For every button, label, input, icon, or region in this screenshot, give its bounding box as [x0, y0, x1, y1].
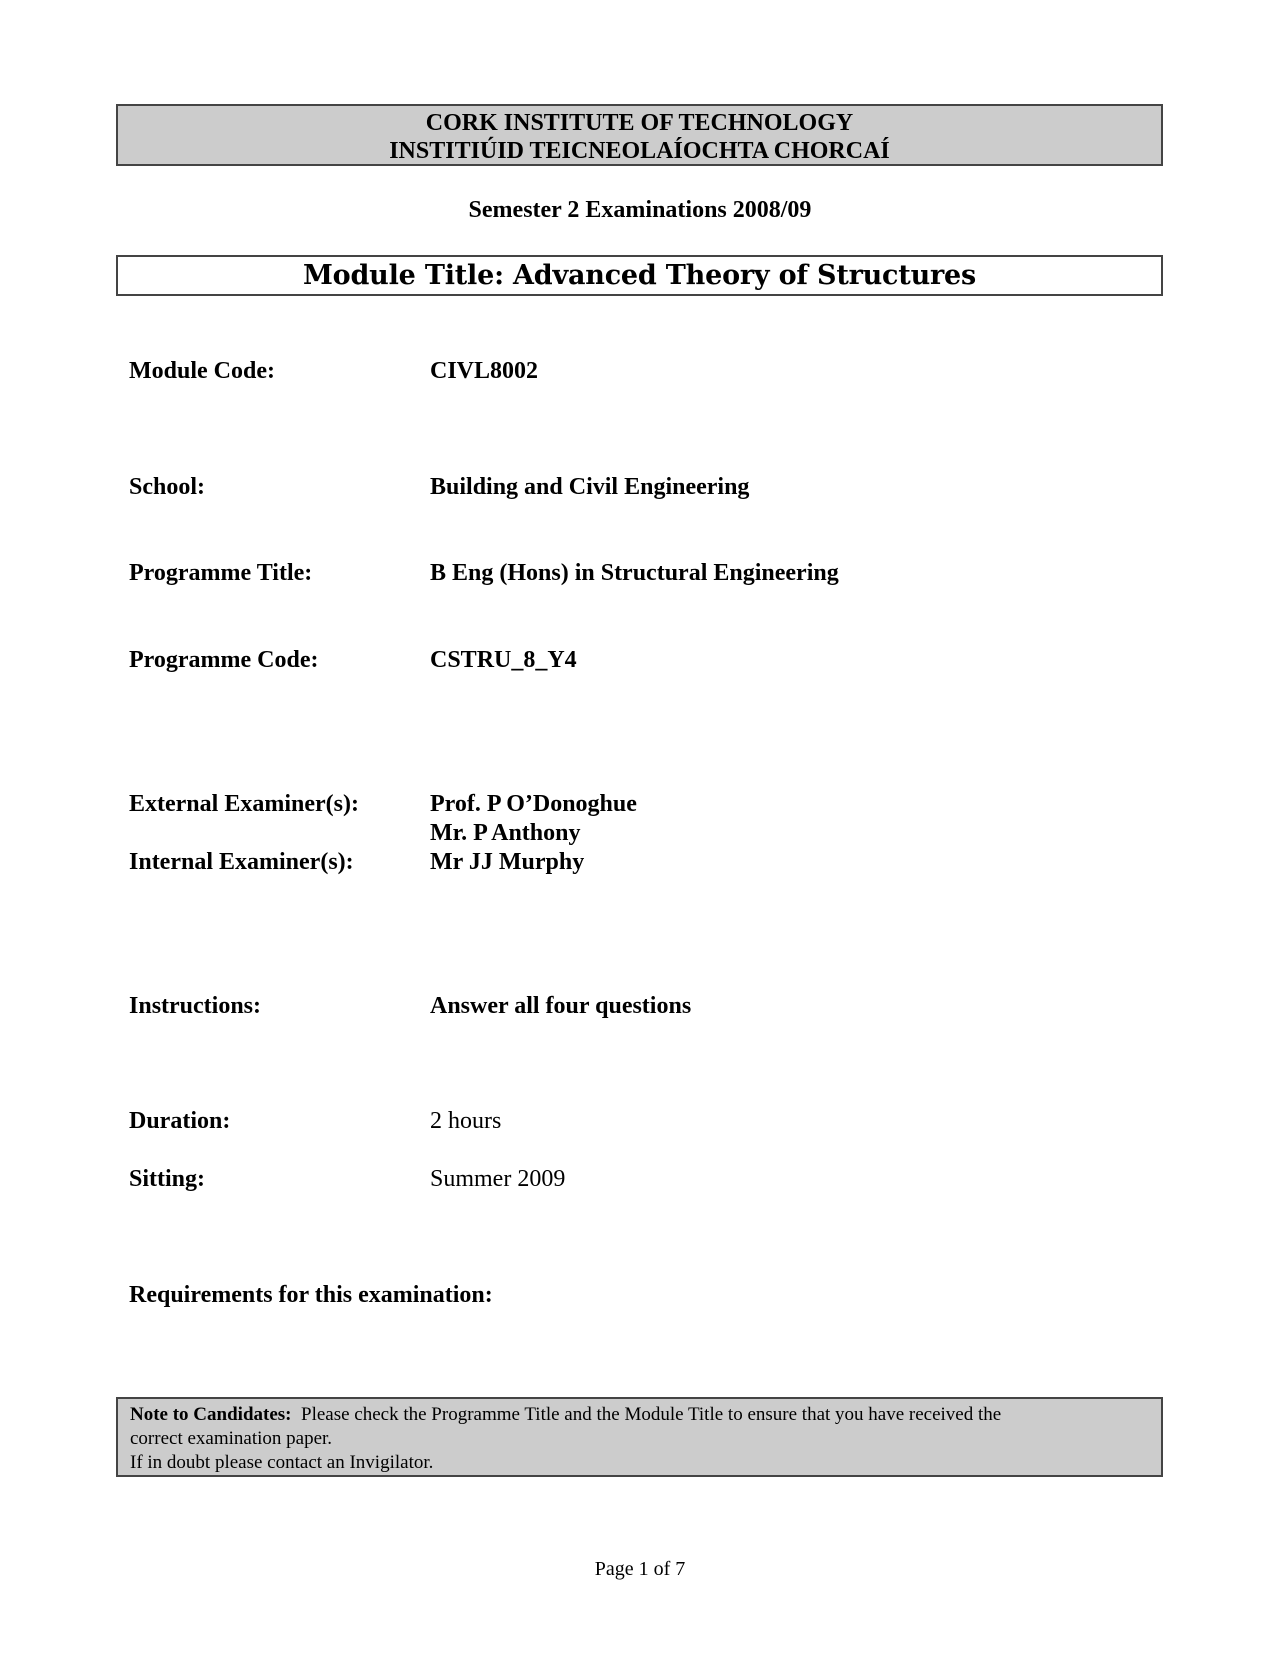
school-label: School: [129, 474, 206, 500]
institute-name-english: CORK INSTITUTE OF TECHNOLOGY [425, 110, 854, 136]
external-examiner-1: Prof. P O’Donoghue [430, 791, 637, 817]
internal-examiners-label: Internal Examiner(s): [129, 849, 354, 875]
note-label: Note to Candidates: [130, 1404, 292, 1425]
instructions-value: Answer all four questions [430, 993, 692, 1019]
duration-value: 2 hours [430, 1108, 502, 1134]
institute-name-irish: INSTITIÚID TEICNEOLAÍOCHTA CHORCAÍ [389, 138, 890, 164]
duration-label: Duration: [129, 1108, 231, 1134]
programme-code-label: Programme Code: [129, 647, 319, 673]
instructions-label: Instructions: [129, 993, 262, 1019]
note-text-line-2: correct examination paper. [130, 1428, 333, 1449]
note-line-1 [130, 1403, 1149, 1427]
module-code-label: Module Code: [129, 358, 275, 384]
requirements-label: Requirements for this examination: [129, 1282, 493, 1308]
internal-examiner-value: Mr JJ Murphy [430, 849, 585, 875]
note-to-candidates-box [116, 1397, 1163, 1477]
note-text-line-1: Please check the Programme Title and the Module Title to ensure that you have received the [301, 1404, 1002, 1425]
module-code-value: CIVL8002 [430, 358, 539, 384]
school-value: Building and Civil Engineering [430, 474, 750, 500]
sitting-label: Sitting: [129, 1166, 206, 1192]
programme-title-value: B Eng (Hons) in Structural Engineering [430, 560, 839, 586]
sitting-value: Summer 2009 [430, 1166, 566, 1192]
semester-heading: Semester 2 Examinations 2008/09 [468, 197, 812, 223]
programme-code-value: CSTRU_8_Y4 [430, 647, 577, 673]
page-number: Page 1 of 7 [594, 1558, 686, 1580]
note-text-line-3: If in doubt please contact an Invigilator. [130, 1452, 434, 1473]
module-title: Module Title: Advanced Theory of Structures [302, 260, 977, 291]
programme-title-label: Programme Title: [129, 560, 313, 586]
institute-header-box [116, 104, 1163, 166]
module-title-box [116, 255, 1163, 296]
external-examiners-label: External Examiner(s): [129, 791, 359, 817]
external-examiner-2: Mr. P Anthony [430, 820, 581, 846]
